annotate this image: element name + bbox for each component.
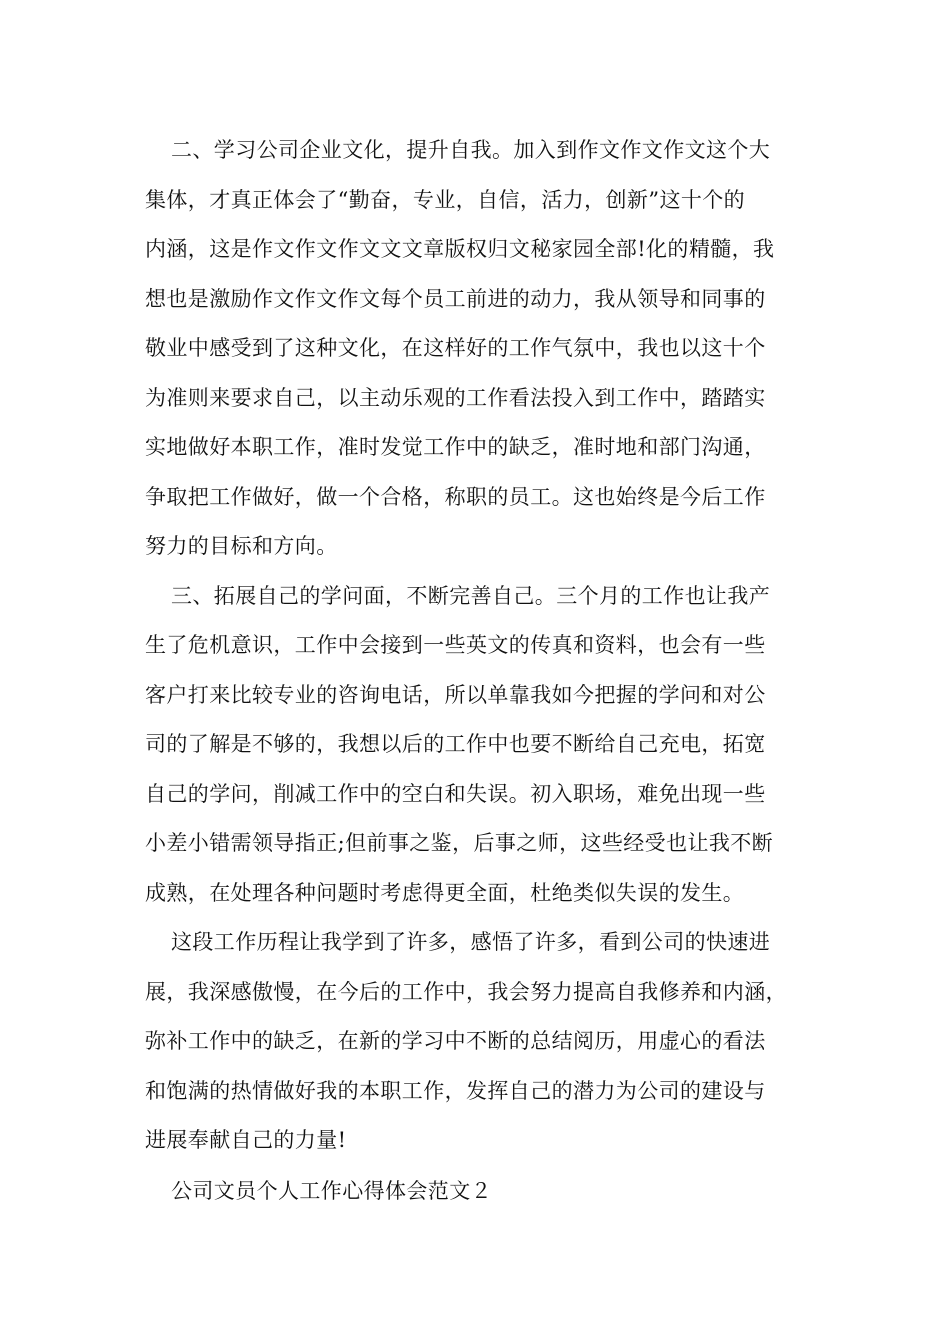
paragraph-line: 努力的目标和方向。 [145, 534, 338, 558]
paragraph-line: 展，我深感傲慢，在今后的工作中，我会努力提高自我修养和内涵， [145, 979, 787, 1004]
paragraph-line: 实地做好本职工作，准时发觉工作中的缺乏，准时地和部门沟通， [145, 435, 766, 459]
paragraph-line: 和饱满的热情做好我的本职工作，发挥自己的潜力为公司的建设与 [145, 1078, 766, 1103]
paragraph-line: 内涵，这是作文作文作文文文章版权归文秘家园全部!化的精髓，我 [145, 237, 775, 261]
paragraph-line: 生了危机意识，工作中会接到一些英文的传真和资料，也会有一些 [145, 633, 766, 657]
paragraph-line: 二、学习公司企业文化，提升自我。加入到作文作文作文这个大 [171, 138, 771, 162]
paragraph-line: 敬业中感受到了这种文化，在这样好的工作气氛中，我也以这十个 [145, 336, 766, 360]
paragraph-line: 司的了解是不够的，我想以后的工作中也要不断给自己充电，拓宽 [145, 732, 766, 756]
paragraph-line: 自己的学问，削减工作中的空白和失误。初入职场，难免出现一些 [145, 781, 766, 806]
paragraph-line: 为准则来要求自己，以主动乐观的工作看法投入到工作中，踏踏实 [145, 385, 766, 410]
paragraph-line: 争取把工作做好，做一个合格，称职的员工。这也始终是今后工作 [145, 484, 766, 509]
paragraph-line: 客户打来比较专业的咨询电话，所以单靠我如今把握的学问和对公 [145, 682, 766, 707]
paragraph-line: 弥补工作中的缺乏，在新的学习中不断的总结阅历，用虚心的看法 [145, 1029, 766, 1053]
paragraph-line: 集体，才真正体会了“勤奋，专业，自信，活力，创新”这十个的 [145, 187, 746, 212]
paragraph-line: 进展奉献自己的力量! [145, 1128, 347, 1152]
paragraph-line: 小差小错需领导指正;但前事之鉴，后事之师，这些经受也让我不断 [145, 831, 774, 855]
section-heading: 公司文员个人工作心得体会范文２ [171, 1178, 492, 1203]
paragraph-line: 成熟，在处理各种问题时考虑得更全面，杜绝类似失误的发生。 [145, 880, 745, 905]
paragraph-line: 三、拓展自己的学问面，不断完善自己。三个月的工作也让我产 [171, 583, 771, 608]
document-body [145, 126, 810, 1216]
paragraph-line: 这段工作历程让我学到了许多，感悟了许多，看到公司的快速进 [171, 930, 771, 954]
paragraph-line: 想也是激励作文作文作文每个员工前进的动力，我从领导和同事的 [145, 286, 766, 311]
